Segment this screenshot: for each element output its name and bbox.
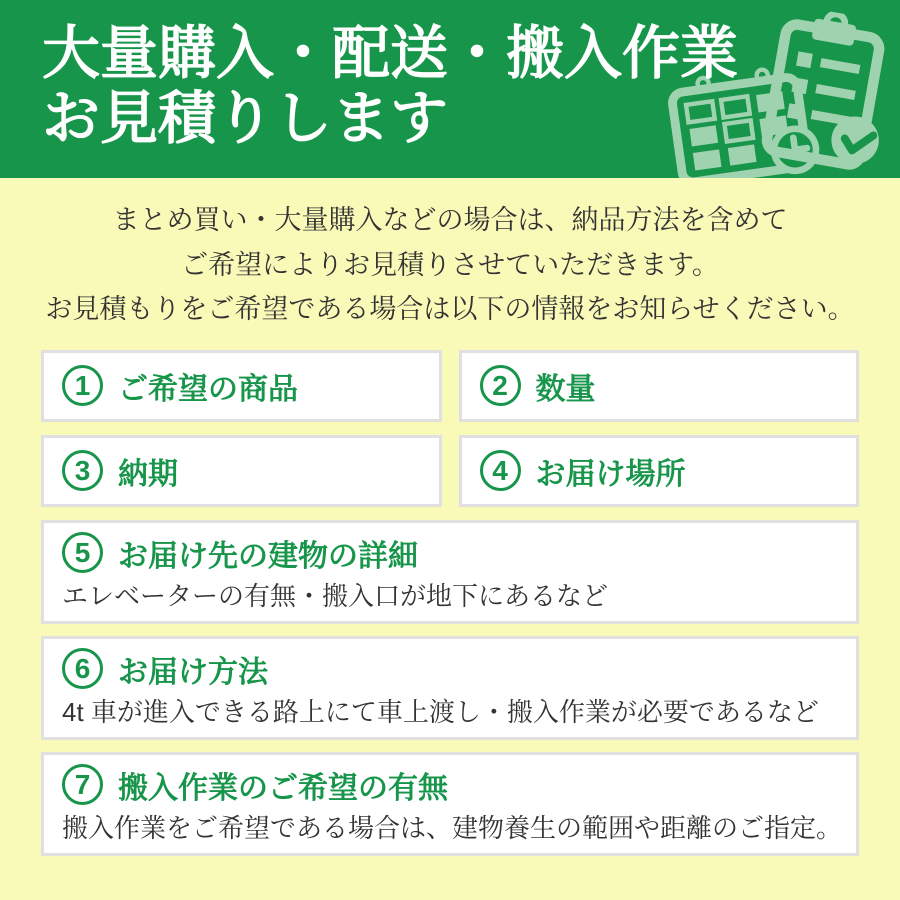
info-card-stack	[41, 520, 859, 856]
number-badge-6: 6	[62, 648, 103, 689]
card-title-7: 搬入作業のご希望の有無	[118, 771, 448, 805]
card-title-6: お届け方法	[118, 655, 268, 689]
intro-line-2: ご希望によりお見積りさせていただきます。	[181, 249, 719, 280]
card-title-2: 数量	[535, 372, 596, 406]
banner-header	[0, 0, 900, 178]
number-badge-4: 4	[480, 450, 521, 491]
number-badge-7: 7	[62, 764, 103, 805]
page-title-line2: お見積りします	[42, 85, 449, 151]
intro-line-1: まとめ買い・大量購入などの場合は、納品方法を含めて	[112, 205, 788, 235]
info-card-delivery-method	[41, 636, 859, 740]
info-card-delivery-date	[41, 435, 442, 507]
card-description-6: 4t 車が進入できる路上にて車上渡し・搬入作業が必要であるなど	[62, 696, 819, 727]
info-card-grid	[41, 350, 859, 507]
card-title-4: お届け場所	[535, 457, 686, 491]
number-badge-1: 1	[62, 365, 103, 406]
number-badge-2: 2	[480, 365, 521, 406]
card-title-3: 納期	[118, 457, 178, 491]
number-badge-5: 5	[62, 532, 103, 573]
page-title-line1: 大量購入・配送・搬入作業	[42, 21, 739, 86]
page-title	[0, 0, 900, 152]
intro-text	[41, 198, 859, 332]
card-description-7: 搬入作業をご希望である場合は、建物養生の範囲や距離のご指定。	[62, 812, 843, 843]
info-card-quantity	[459, 350, 860, 422]
intro-line-3: お見積もりをご希望である場合は以下の情報をお知らせください。	[45, 294, 855, 325]
info-card-delivery-place	[459, 435, 860, 507]
info-card-carry-in-request	[41, 752, 859, 856]
main-content	[0, 198, 900, 856]
info-card-desired-product	[41, 350, 442, 422]
card-description-5: エレベーターの有無・搬入口が地下にあるなど	[62, 580, 609, 611]
info-card-building-details	[41, 520, 859, 624]
card-title-5: お届け先の建物の詳細	[118, 539, 418, 573]
number-badge-3: 3	[62, 450, 103, 491]
card-title-1: ご希望の商品	[118, 372, 298, 406]
